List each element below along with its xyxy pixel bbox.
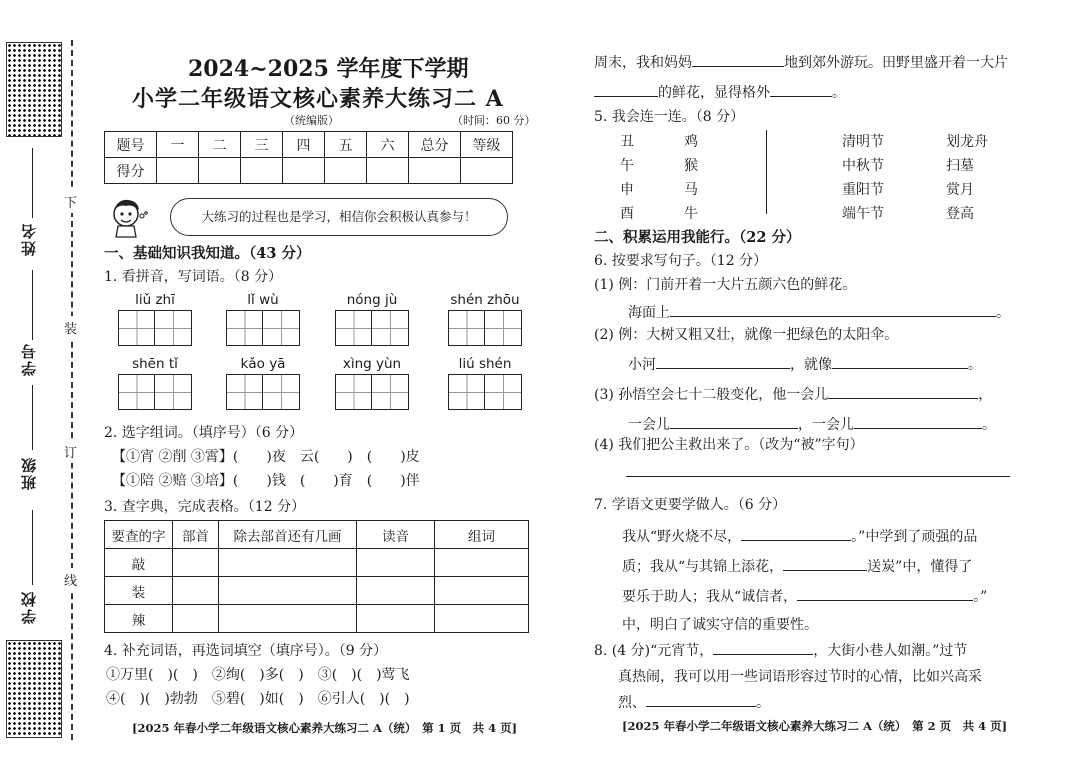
binding-margin (0, 0, 100, 774)
score-header-cell: 四 (283, 132, 325, 158)
dict-input-cell[interactable] (435, 605, 529, 633)
q7-line-1 (622, 526, 977, 546)
fill-blank[interactable] (828, 385, 978, 399)
writing-grid[interactable] (118, 374, 192, 410)
score-header-cell: 三 (241, 132, 283, 158)
binding-char: 线 (64, 568, 77, 591)
score-input-cell[interactable] (283, 158, 325, 184)
writing-grid[interactable] (118, 310, 192, 346)
dict-header: 除去部首还有几画 (219, 521, 357, 549)
dict-input-cell[interactable] (435, 549, 529, 577)
text: 。” (973, 589, 988, 605)
footer-right: [2025 年春小学二年级语文核心素养大练习二 A（统） 第 2 页 共 4 页] (622, 719, 1008, 733)
dictionary-table (104, 520, 529, 633)
class-label: 班级 (20, 456, 38, 490)
q8-line-2: 真热闹，我可以用一些词语形容过节时的心情，比如兴高采 (618, 669, 982, 685)
dict-header: 部首 (173, 521, 219, 549)
writing-grid[interactable] (335, 374, 409, 410)
q6-s1: (1) 例：门前开着一大片五颜六色的鲜花。 (594, 277, 857, 293)
q5-col-right-b (946, 130, 988, 226)
dict-input-cell[interactable] (219, 549, 357, 577)
binding-char: 下 (64, 190, 77, 213)
q6-s2-fill (628, 354, 982, 374)
text: 。 (756, 695, 770, 711)
fill-blank[interactable] (797, 587, 973, 601)
dict-input-cell[interactable] (219, 605, 357, 633)
page-subtitle: 小学二年级语文核心素养大练习二 A (132, 86, 504, 112)
q2-title: 2. 选字组词。（填序号）（6 分） (104, 425, 304, 441)
fill-blank[interactable] (713, 641, 813, 655)
name-line (32, 148, 33, 218)
text: 送炭”中，懂得了 (867, 559, 973, 575)
class-line (32, 385, 33, 450)
fill-blank[interactable] (783, 557, 867, 571)
dict-input-cell[interactable] (357, 549, 435, 577)
match-item: 端午节 (842, 206, 884, 222)
q5-col-right-a (842, 130, 884, 226)
score-header-cell: 题号 (105, 132, 157, 158)
q6-s4: (4) 我们把公主救出来了。（改为“被”字句） (594, 437, 864, 453)
text: 。 (832, 85, 846, 101)
q4-cont-line-1 (594, 52, 1008, 72)
writing-grid[interactable] (226, 310, 300, 346)
fill-blank[interactable] (646, 693, 756, 707)
q6-s1-fill (628, 302, 1010, 322)
binding-char: 订 (64, 440, 77, 463)
id-line (32, 270, 33, 340)
match-item: 丑 (620, 134, 634, 150)
binding-dashed-line (71, 40, 73, 740)
q5-col-left-a (620, 130, 634, 226)
score-input-cell[interactable] (325, 158, 367, 184)
id-label: 学号 (20, 342, 38, 376)
writing-grid[interactable] (335, 310, 409, 346)
match-item: 马 (684, 182, 698, 198)
score-input-cell[interactable] (241, 158, 283, 184)
text: (3) 孙悟空会七十二般变化，他一会儿 (594, 387, 829, 403)
text: 小河 (628, 357, 656, 373)
match-item: 牛 (684, 206, 698, 222)
footer-left: [2025 年春小学二年级语文核心素养大练习二 A（统） 第 1 页 共 4 页] (132, 721, 518, 735)
text: 。 (968, 357, 982, 373)
text: ，就像 (790, 357, 832, 373)
pinyin-label: liú shén (458, 356, 512, 372)
match-item: 中秋节 (842, 158, 884, 174)
page-title: 2024~2025 学年度下学期 (188, 56, 469, 82)
pinyin-label: liǔ zhī (135, 292, 175, 308)
match-item: 赏月 (946, 182, 974, 198)
dict-input-cell[interactable] (173, 549, 219, 577)
writing-grid[interactable] (226, 374, 300, 410)
dict-header: 组词 (435, 521, 529, 549)
text: ， (978, 387, 993, 403)
pinyin-label: xìng yùn (342, 356, 402, 372)
q7-line-2 (622, 556, 972, 576)
q7-line-4: 中，明白了诚实守信的重要性。 (622, 617, 818, 633)
time-label: （时间：60 分） (452, 114, 536, 127)
score-header-cell: 总分 (409, 132, 461, 158)
match-item: 猴 (684, 158, 698, 174)
text: 8. (4 分)“元宵节， (594, 643, 714, 659)
q4-title: 4. 补充词语，再选词填空（填序号）。（9 分） (104, 643, 388, 659)
q3-title: 3. 查字典，完成表格。（12 分） (104, 499, 306, 515)
score-input-cell[interactable] (367, 158, 409, 184)
match-item: 午 (620, 158, 634, 174)
dict-header: 要查的字 (105, 521, 173, 549)
checker-pattern-bottom (6, 640, 62, 738)
text: 一会儿 (628, 417, 670, 433)
school-line (32, 510, 33, 585)
binding-char: 装 (64, 316, 77, 339)
fill-blank[interactable] (594, 83, 658, 97)
fill-blank[interactable] (832, 355, 968, 369)
q1-title: 1. 看拼音，写词语。（8 分） (104, 269, 283, 285)
q5-col-left-b (684, 130, 698, 226)
text: 我从“野火烧不尽， (622, 529, 742, 545)
fill-blank[interactable] (670, 415, 798, 429)
fill-blank[interactable] (670, 303, 996, 317)
pinyin-label: shēn tǐ (132, 356, 178, 372)
text: ，一会儿 (798, 417, 854, 433)
dict-char: 敲 (105, 549, 173, 577)
dict-input-cell[interactable] (357, 577, 435, 605)
q6-s3 (594, 384, 992, 404)
q4-line-1: ①万里( )( ) ②绚( )多( ) ③( )( )莺飞 (106, 667, 410, 683)
q7-title: 7. 学语文更要学做人。（6 分） (594, 497, 787, 513)
student-cartoon-icon (108, 196, 148, 238)
dict-header: 读音 (357, 521, 435, 549)
match-item: 酉 (620, 206, 634, 222)
text: 烈、 (618, 695, 646, 711)
score-header-cell: 一 (157, 132, 199, 158)
text: 。 (982, 417, 996, 433)
checker-pattern-top (6, 42, 62, 137)
edition-label: （统编版） (284, 114, 339, 127)
match-item: 划龙舟 (946, 134, 988, 150)
q6-s3-cont (628, 414, 996, 434)
dict-input-cell[interactable] (219, 577, 357, 605)
score-header-cell: 六 (367, 132, 409, 158)
score-header-cell: 五 (325, 132, 367, 158)
q8-line-1 (594, 640, 967, 660)
score-header-cell: 等级 (461, 132, 513, 158)
match-item: 扫墓 (946, 158, 974, 174)
q5-divider (766, 130, 767, 214)
match-item: 重阳节 (842, 182, 884, 198)
school-label: 学校 (20, 590, 38, 624)
fill-blank[interactable] (854, 415, 982, 429)
match-item: 登高 (946, 206, 974, 222)
text: 海面上 (628, 305, 670, 321)
dict-input-cell[interactable] (173, 605, 219, 633)
q4-cont-line-2 (594, 82, 846, 102)
score-input-cell[interactable] (157, 158, 199, 184)
text: 的鲜花，显得格外 (658, 85, 770, 101)
text: 质；我从“与其锦上添花， (622, 559, 784, 575)
fill-blank[interactable] (656, 355, 790, 369)
text: 地到郊外游玩。田野里盛开着一大片 (784, 55, 1008, 71)
q4-line-2: ④( )( )勃勃 ⑤碧( )如( ) ⑥引人( )( ) (106, 691, 410, 707)
text: 周末，我和妈妈 (594, 55, 692, 71)
score-input-cell[interactable] (409, 158, 461, 184)
answer-line[interactable] (626, 476, 1010, 477)
q2-line-2: 【①陪 ②赔 ③培】( )钱 ( )育 ( )伴 (112, 473, 420, 489)
score-table (104, 131, 513, 184)
fill-blank[interactable] (770, 83, 832, 97)
name-label: 姓名 (20, 222, 38, 256)
score-input-cell[interactable] (461, 158, 513, 184)
dict-char: 辣 (105, 605, 173, 633)
fill-blank[interactable] (741, 527, 851, 541)
q5-title: 5. 我会连一连。（8 分） (594, 109, 745, 125)
match-item: 清明节 (842, 134, 884, 150)
q6-s2: (2) 例：大树又粗又壮，就像一把绿色的太阳伞。 (594, 327, 899, 343)
dict-char: 装 (105, 577, 173, 605)
pinyin-label: shén zhōu (450, 292, 520, 308)
pinyin-label: nóng jù (346, 292, 398, 308)
q8-line-3 (618, 692, 770, 712)
score-row-label: 得分 (105, 158, 157, 184)
dict-input-cell[interactable] (173, 577, 219, 605)
writing-grid[interactable] (448, 310, 522, 346)
pinyin-label: kǎo yā (240, 356, 286, 372)
section-2-title: 二、积累运用我能行。（22 分） (594, 229, 801, 246)
writing-grid[interactable] (448, 374, 522, 410)
text: 。”中学到了顽强的品 (851, 529, 978, 545)
match-item: 申 (620, 182, 634, 198)
text: 要乐于助人；我从“诚信者， (622, 589, 798, 605)
text: ，大街小巷人如潮。”过节 (813, 643, 968, 659)
encouragement-banner: 大练习的过程也是学习，相信你会积极认真参与！ (170, 198, 508, 236)
score-input-cell[interactable] (199, 158, 241, 184)
score-header-cell: 二 (199, 132, 241, 158)
dict-input-cell[interactable] (435, 577, 529, 605)
q2-line-1: 【①宵 ②削 ③霄】( )夜 云( ) ( )皮 (112, 449, 420, 465)
q7-line-3 (622, 586, 987, 606)
pinyin-label: lǐ wù (247, 292, 279, 308)
match-item: 鸡 (684, 134, 698, 150)
text: 。 (996, 305, 1010, 321)
fill-blank[interactable] (692, 53, 784, 67)
q6-title: 6. 按要求写句子。（12 分） (594, 253, 768, 269)
dict-input-cell[interactable] (357, 605, 435, 633)
section-1-title: 一、基础知识我知道。（43 分） (104, 245, 311, 262)
